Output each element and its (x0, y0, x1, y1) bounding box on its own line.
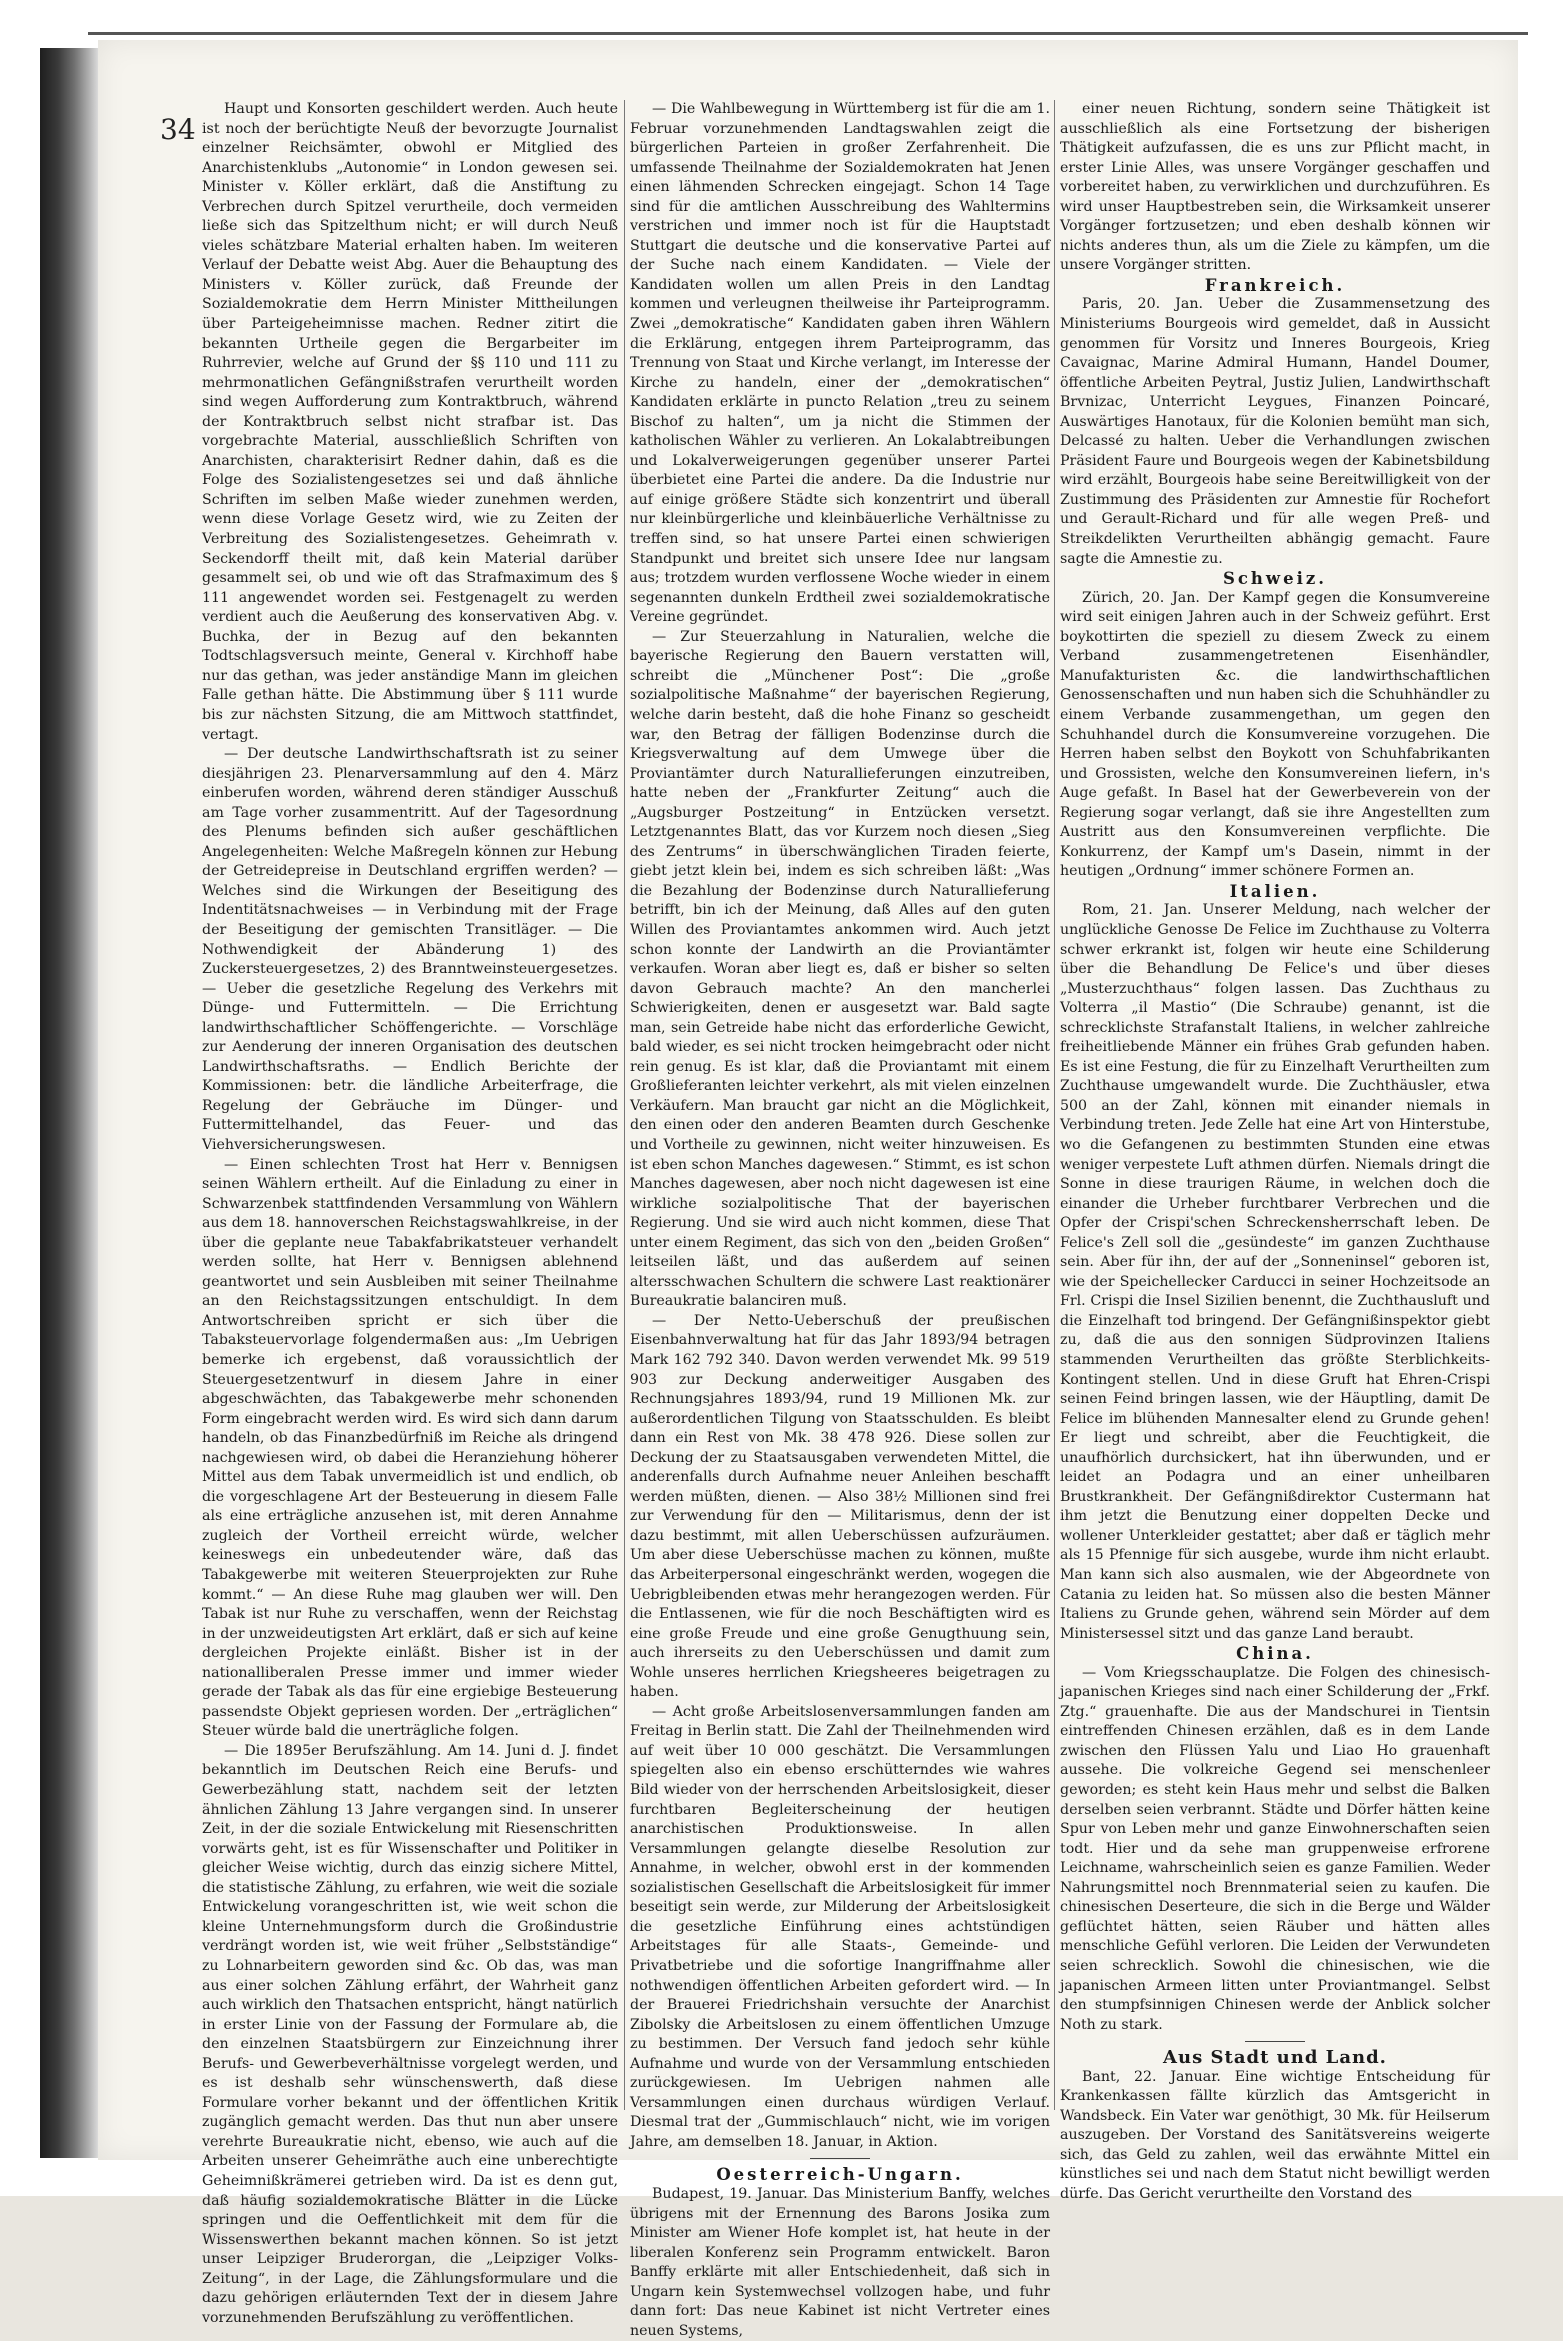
section-heading-italien: Italien. (1229, 881, 1321, 901)
frankreich-paragraph-1: Paris, 20. Jan. Ueber die Zusammensetzung des Ministeriums Bourgeois wird gemeldet, daß in Aussicht genommen für Vorsitz und Inneres Bourgeois, Krieg Cavaignac, Marine Admiral Humann, Handel Doumer, öffentliche Arbeiten Peytral, Justiz Julien, Landwirthschaft Brvnizac, Unterricht Leygues, Finanzen Poincaré, Auswärtiges Hanotaux, für die Kolonien bemüht man sich, Delcassé zu halten. Ueber die Verhandlungen zwischen Präsident Faure und Bourgeois wegen der Kabinetsbildung wird erzählt, Bourgeois habe seine Bereitwilligkeit von der Zustimmung des Präsidenten zur Amnestie für Rochefort und Gerault-Richard und für alle wegen Preß- und Streikdelikten Verurtheilten abhängig gemacht. Faure sagte die Amnestie zu. (1060, 296, 1490, 567)
col1-paragraph-3: — Einen schlechten Trost hat Herr v. Bennigsen seinen Wählern ertheilt. Auf die Einladung zu einer in Schwarzenbek stattfindenden Versammlung von Wählern aus dem 18. hannoverschen Reichstagswahlkreise, in der über die geplante neue Tabakfabrikatsteuer verhandelt werden sollte, hat Herr v. Bennigsen ablehnend geantwortet und sein Ausbleiben mit seiner Theilnahme an den Reichstagssitzungen entschuldigt. In dem Antwortschreiben spricht er sich über die Tabaksteuervorlage folgendermaßen aus: „Im Uebrigen bemerke ich ergebenst, daß voraussichtlich der Steuergesetzentwurf in diesem Jahre in einer abgeschwächten, das Tabakgewerbe mehr schonenden Form eingebracht werden wird. Es wird sich dann darum handeln, ob das Finanzbedürfniß im Reiche als dringend nachgewiesen wird, ob dabei die Heranziehung höherer Mittel aus dem Tabak unvermeidlich ist und endlich, ob die vorgeschlagene Art der Besteuerung in diesem Falle als eine erträgliche anzusehen ist, mit deren Annahme zugleich der Vortheil erreicht würde, welcher keineswegs ein unbedeutender wäre, daß das Tabakgewerbe mit weiteren Steuerprojekten zur Ruhe kommt.“ — An diese Ruhe mag glauben wer will. Den Tabak ist nur Ruhe zu verschaffen, wenn der Reichstag in der unzweideutigsten Art erklärt, daß er sich auf keine dergleichen Projekte einläßt. Bisher ist in der nationalliberalen Presse immer und immer wieder gerade der Tabak als das für eine ergiebige Besteuerung passendste Objekt gepriesen worden. Der „erträglichen“ Steuer würde bald die unerträgliche folgen. (202, 1156, 618, 1740)
section-divider (1245, 2041, 1305, 2042)
section-divider (810, 2158, 870, 2159)
page-number: 34 (160, 113, 196, 146)
column-divider-2 (1054, 100, 1055, 2110)
top-border-rule (88, 32, 1528, 35)
col3-paragraph-1: einer neuen Richtung, sondern seine Thätigkeit ist ausschließlich als eine Fortsetzung der bisherigen Thätigkeit aufzufassen, die es uns zur Pflicht macht, in erster Linie Alles, was unsere Vorgänger geschaffen und vorbereitet haben, zu verwirklichen und durchzuführen. Es wird unser Hauptbestreben sein, die Wirksamkeit unserer Vorgänger fortzusetzen; und eben deshalb können wir nichts anderes thun, als um die Ziele zu kämpfen, um die unsere Vorgänger stritten. (1060, 101, 1490, 274)
column-1 (202, 100, 618, 2326)
col2-paragraph-3: — Der Netto-Ueberschuß der preußischen Eisenbahnverwaltung hat für das Jahr 1893/94 betragen Mark 162 792 340. Davon werden verwendet Mk. 99 519 903 zur Deckung anderweitiger Ausgaben des Rechnungsjahres 1893/94, rund 19 Millionen Mk. zur außerordentlichen Tilgung von Staatsschulden. Es bleibt dann ein Rest von Mk. 38 478 926. Diese sollen zur Deckung der zu Staatsausgaben verwendeten Mittel, die anderenfalls durch Aufnahme neuer Anleihen beschafft werden müßten, dienen. — Also 38½ Millionen sind frei zur Verwendung für den — Militarismus, denn der ist dazu bestimmt, mit allen Ueberschüssen aufzuräumen. Um aber diese Ueberschüsse machen zu können, mußte das Arbeiterpersonal eingeschränkt werden, wogegen die Uebrigbleibenden etwas mehr herangezogen werden. Für die Entlassenen, wie für die noch Beschäftigten wird es eine große Freude und eine große Genugthuung sein, auch ihrerseits zu den Ueberschüssen und damit zum Wohle unseres herrlichen Kriegsheeres beigetragen zu haben. (630, 1312, 1050, 1701)
stadt-land-paragraph-1: Bant, 22. Januar. Eine wichtige Entscheidung für Krankenkassen fällte kürzlich das Amtsgericht in Wandsbeck. Ein Vater war genöthigt, 30 Mk. für Heilserum auszugeben. Der Vorstand des Sanitätsvereins weigerte sich, das Geld zu zahlen, weil das erwähnte Mittel ein künstliches sei und nach dem Statut nicht bewilligt werden dürfe. Das Gericht verurtheilte den Vorstand des (1060, 2068, 1490, 2202)
column-divider-1 (624, 100, 625, 2110)
china-paragraph-1: — Vom Kriegsschauplatze. Die Folgen des chinesisch-japanischen Krieges sind nach einer Schilderung der „Frkf. Ztg.“ grauenhafte. Die aus der Mandschurei in Tientsin eintreffenden Chinesen erzählen, daß es in dem Lande zwischen den Flüssen Yalu und Liao Ho grauenhaft aussehe. Die volkreiche Gegend sei menschenleer geworden; es steht kein Haus mehr und selbst die Balken derselben seien verbrannt. Städte und Dörfer hätten keine Spur von Leben mehr und ganze Einwohnerschaften seien todt. Hier und da sehe man gruppenweise erfrorene Leichname, wahrscheinlich seien es ganze Familien. Weder Nahrungsmittel noch Brennmaterial seien zu kaufen. Die chinesischen Deserteure, die sich in die Berge und Wälder geflüchtet hätten, seien Räuber und hätten alles menschliche Gefühl verloren. Die Leiden der Verwundeten seien schrecklich. Sowohl die chinesischen, wie die japanischen Armeen litten unter Proviantmangel. Selbst den stumpfsinnigen Chinesen werde der Anblick solcher Noth zu stark. (1060, 1664, 1490, 2033)
col2-paragraph-1: — Die Wahlbewegung in Württemberg ist für die am 1. Februar vorzunehmenden Landtagswahlen zeigt die bürgerlichen Parteien in großer Zerfahrenheit. Die umfassende Theilnahme der Sozialdemokraten hat Jenen einen lähmenden Schrecken eingejagt. Schon 14 Tage sind für die amtlichen Ausschreibung des Wahltermins verstrichen und immer noch ist für die Hauptstadt Stuttgart die deutsche und die konservative Partei auf der Suche nach einem Kandidaten. — Viele der Kandidaten wollen um allen Preis in den Landtag kommen und verleugnen theilweise ihr Parteiprogramm. Zwei „demokratische“ Kandidaten gaben ihren Wählern die Erklärung, entgegen ihrem Parteiprogramm, das Trennung von Staat und Kirche verlangt, im Interesse der Kirche zu handeln, einer der „demokratischen“ Kandidaten erklärte in puncto Relation „treu zu seinem Bischof zu halten“, um ja nicht die Stimmen der katholischen Wähler zu verlieren. An Lokalabtreibungen und Lokalverweigerungen gegenüber unserer Partei überbietet eine Partei die andere. Da die Industrie nur auf einige größere Städte sich konzentrirt und überall nur kleinbürgerliche und kleinbäuerliche Verhältnisse zu treffen sind, so hat unsere Partei einen schwierigen Standpunkt und breitet sich unsere Idee nur langsam aus; trotzdem wurden verflossene Woche wieder in einem segenannten dunkeln Erdtheil zwei sozialdemokratische Vereine gegründet. (630, 101, 1050, 626)
col1-paragraph-2: — Der deutsche Landwirthschaftsrath ist zu seiner diesjährigen 23. Plenarversammlung auf den 4. März einberufen worden, während deren ständiger Ausschuß am Tage vorher zusammentritt. Auf der Tagesordnung des Plenums befinden sich außer geschäftlichen Angelegenheiten: Welche Maßregeln können zur Hebung der Getreidepreise in Deutschland ergriffen werden? — Welches sind die Wirkungen der Beseitigung des Indentitätsnachweises — in Verbindung mit der Frage der Beseitigung der gemischten Transitläger. — Die Nothwendigkeit der Abänderung 1) des Zuckersteuergesetzes, 2) des Branntweinsteuergesetzes. — Ueber die gesetzliche Regelung des Verkehrs mit Dünge- und Futtermitteln. — Die Errichtung landwirthschaftlicher Schöffengerichte. — Vorschläge zur Aenderung der inneren Organisation des deutschen Landwirthschaftsraths. — Endlich Berichte der Kommissionen: betr. die ländliche Arbeiterfrage, die Regelung der Gebräuche im Dünger- und Futtermittelhandel, das Feuer- und das Viehversicherungswesen. (202, 746, 618, 1153)
section-heading-oesterreich: Oesterreich-Ungarn. (716, 2165, 964, 2185)
col1-paragraph-4: — Die 1895er Berufszählung. Am 14. Juni d. J. findet bekanntlich im Deutschen Reich eine Berufs- und Gewerbezählung statt, nachdem seit der letzten ähnlichen Zählung 13 Jahre vergangen sind. In unserer Zeit, in der die soziale Entwickelung mit Riesenschritten vorwärts geht, ist es für Wissenschafter und Politiker in gleicher Weise wichtig, durch das einzig sichere Mittel, die statistische Zählung, zu erfahren, wie weit die soziale Entwickelung vorangeschritten ist, wie weit schon die kleine Unternehmungsform durch die Großindustrie verdrängt worden ist, wie weit früher „Selbstständige“ zu Lohnarbeitern geworden sind &c. Ob das, was man aus einer solchen Zählung erfährt, der Wahrheit ganz auch wirklich den Thatsachen entspricht, hängt natürlich in erster Linie von der Fassung der Formulare ab, die den einzelnen Staatsbürgern zur Einzeichnung ihrer Berufs- und Gewerbeverhältnisse vorgelegt werden, und es ist deshalb sehr wünschenswerth, daß diese Formulare vorher bekannt und der öffentlichen Kritik zugänglich gemacht werden. Das thut nun aber unsere verehrte Bureaukratie nicht, ebenso, wie auch auf die Arbeiten unserer Geheimräthe auch eine unberechtigte Geheimnißkrämerei getrieben wird. Da ist es denn gut, daß häufig sozialdemokratische Blätter in die Lücke springen und die Oeffentlichkeit mit dem für die Wissenswerthen bekannt machen können. So ist jetzt unser Leipziger Bruderorgan, die „Leipziger Volks-Zeitung“, in der Lage, die Zählungsformulare und die dazu gehörigen erläuternden Text der in diesem Jahre vorzunehmenden Berufszählung zu veröffentlichen. (202, 1742, 618, 2326)
schweiz-paragraph-1: Zürich, 20. Jan. Der Kampf gegen die Konsumvereine wird seit einigen Jahren auch in der Schweiz geführt. Erst boykottirten die speziell zu diesem Zweck zu einem Verband zusammengetretenen Eisenhändler, Manufakturisten &c. die landwirthschaftlichen Genossenschaften und nun haben sich die Schuhhändler zu einem Verbande zusammengethan, um gegen den Schuhhandel durch die Konsumvereine vorzugehen. Die Herren haben selbst den Boykott von Schuhfabrikanten und Grossisten, welche den Konsumvereinen liefern, in's Auge gefaßt. In Basel hat der Gewerbeverein von der Regierung sogar verlangt, daß sie ihre Angestellten zum Austritt aus den Konsumvereinen verpflichte. Die Konkurrenz, der Kampf um's Dasein, nimmt in der heutigen „Ordnung“ immer schönere Formen an. (1060, 589, 1490, 880)
italien-paragraph-1: Rom, 21. Jan. Unserer Meldung, nach welcher der unglückliche Genosse De Felice im Zuchthause zu Volterra schwer erkrankt ist, folgen wir heute eine Schilderung über die Behandlung De Felice's und über dieses „Musterzuchthaus“ folgen lassen. Das Zuchthaus zu Volterra „il Mastio“ (Die Schraube) genannt, ist die schrecklichste Strafanstalt Italiens, in welcher zahlreiche freiheitliebende Männer ein frühes Grab gefunden haben. Es ist eine Festung, die für zu Einzelhaft Verurtheilten zum Zuchthause umgewandelt wurde. Die Zuchthäusler, etwa 500 an der Zahl, können mit einander niemals in Verbindung treten. Jede Zelle hat eine Art von Hinterstube, wo die Gefangenen zu bestimmten Stunden eine etwas weniger verpestete Luft athmen dürfen. Niemals dringt die Sonne in diese traurigen Räume, in welchen doch die einander die Urheber furchtbarer Verbrechen und die Opfer der Crispi'schen Schreckensherrschaft leben. De Felice's Zell soll die „gesündeste“ im ganzen Zuchthause sein. Aber für ihn, der auf der „Sonneninsel“ geboren ist, wie der Speichellecker Carducci in seiner Hochzeitsode an Frl. Crispi die Insel Sizilien benennt, die Zuchthausluft und die Einzelhaft tod bringend. Der Gefängnißinspektor giebt zu, daß die aus den sonnigen Südprovinzen Italiens stammenden Verurtheilten das größte Sterblichkeits-Kontingent stellen. Und in diese Gruft hat Ehren-Crispi seinen Feind bringen lassen, wie der Häuptling, damit De Felice im blühenden Mannesalter elend zu Grunde gehen! Er liegt und schreibt, aber die Feuchtigkeit, die unaufhörlich durchsickert, hat ihn überwunden, und er leidet an Podagra und an einer unheilbaren Brustkrankheit. Der Gefängnißdirektor Custermann hat ihm jetzt die Benutzung einer doppelten Decke und wollener Unterkleider gestattet; aber daß er täglich mehr als 15 Pfennige für sich ausgebe, wurde ihm nicht erlaubt. Man kann sich also ausmalen, wie der Abgeordnete von Catania zu leiden hat. So müssen also die besten Männer Italiens zu Grunde gehen, während sein Mörder auf dem Ministersessel sitzt und das ganze Land beraubt. (1060, 902, 1490, 1642)
section-heading-frankreich: Frankreich. (1204, 275, 1346, 295)
column-2 (630, 100, 1050, 2339)
col2-paragraph-2: — Zur Steuerzahlung in Naturalien, welche die bayerische Regierung den Bauern verstatten will, schreibt die „Münchener Post“: Die „große sozialpolitische Maßnahme“ der bayerischen Regierung, welche darin besteht, daß die hohe Finanz so gescheidt war, den Betrag der fälligen Bodenzinse durch die Kriegsverwaltung auf dem Umwege über die Proviantämter durch Naturallieferungen einzutreiben, hatte neben der „Frankfurter Zeitung“ auch die „Augsburger Postzeitung“ in Entzücken versetzt. Letztgenanntes Blatt, das vor Kurzem noch diesen „Sieg des Zentrums“ in überschwänglichen Tiraden feierte, giebt jetzt klein bei, indem es sich schreiben läßt: „Was die Bezahlung der Bodenzinse durch Naturallieferung betrifft, bin ich der Meinung, daß Alles auf den guten Willen des Proviantamtes ankommen wird. Auch jetzt schon konnte der Landwirth an die Proviantämter verkaufen. Woran aber liegt es, daß er bisher so selten davon Gebrauch machte? An den mancherlei Schwierigkeiten, denen er ausgesetzt war. Bald sagte man, sein Getreide habe nicht das erforderliche Gewicht, bald wieder, es sei nicht trocken heimgebracht oder nicht rein genug. Es ist klar, daß die Proviantamt mit einem Großlieferanten leichter verkehrt, als mit vielen einzelnen Verkäufern. Man braucht gar nicht an die Möglichkeit, den einen oder den anderen Beamten durch Geschenke und Vortheile zu gewinnen, nicht weiter hinzuweisen. Es ist eben schon Manches dagewesen.“ Stimmt, es ist schon Manches dagewesen, aber noch nicht dagewesen ist eine wirkliche sozialpolitische That der bayerischen Regierung. Und sie wird auch nicht kommen, diese That unter einem Regiment, das sich von den „beiden Großen“ leitseilen läßt, und das außerdem auf seinen altersschwachen Schultern die schwere Last reaktionärer Bureaukratie balanciren muß. (630, 628, 1050, 1310)
section-heading-china: China. (1236, 1644, 1314, 1664)
col1-paragraph-1: Haupt und Konsorten geschildert werden. Auch heute ist noch der berüchtigte Neuß der bevorzugte Journalist einzelner Reichsämter, obwohl er Mitglied des Anarchistenklubs „Autonomie“ in London gewesen sei. Minister v. Köller erklärt, daß die Anstiftung zu Verbrechen durch Spitzel verurtheile, doch vermeiden ließe sich das Spitzelthum nicht; er will durch Neuß vieles schätzbare Material erhalten haben. Im weiteren Verlauf der Debatte weist Abg. Auer die Behauptung des Ministers v. Köller zurück, daß Freunde der Sozialdemokratie dem Herrn Minister Mittheilungen über Parteigeheimnisse machen. Redner zitirt die bekannten Urtheile gegen die Bergarbeiter im Ruhrrevier, welche auf Grund der §§ 110 und 111 zu mehrmonatlichen Gefängnißstrafen verurtheilt worden sind wegen Aufforderung zum Kontraktbruch, während der Kontraktbruch selbst nicht strafbar ist. Das vorgebrachte Material, ausschließlich Schriften von Anarchisten, charakterisirt Redner dahin, daß es die Folge des Sozialistengesetzes sei und daß ähnliche Schriften im selben Maße wieder zunehmen werden, wenn diese Vorlage Gesetz wird, wie zu Zeiten der Verbreitung des Sozialistengesetzes. Geheimrath v. Seckendorff theilt mit, daß kein Material darüber gesammelt sei, ob und wie oft das Strafmaximum des § 111 angewendet worden sei. Festgenagelt zu werden verdient auch die Aeußerung des konservativen Abg. v. Buchka, der in Bezug auf den bekannten Todtschlagsversuch meinte, General v. Kirchhoff habe nur das gethan, was jeder anständige Mann im gleichen Falle gethan hätte. Die Abstimmung über § 111 wurde bis zur nächsten Sitzung, die am Mittwoch stattfindet, vertagt. (202, 101, 618, 743)
section-heading-aus-stadt-und-land: Aus Stadt und Land. (1163, 2047, 1387, 2069)
section-heading-schweiz: Schweiz. (1222, 569, 1328, 589)
book-binding-edge (40, 48, 98, 2158)
col2-section-paragraph-1: Budapest, 19. Januar. Das Ministerium Banffy, welches übrigens mit der Ernennung des Barons Josika zum Minister am Wiener Hofe komplet ist, hat heute in der liberalen Konferenz sein Programm entwickelt. Baron Banffy erklärte mit aller Entschiedenheit, daß sich in Ungarn kein Systemwechsel vollzogen habe, und fuhr dann fort: Das neue Kabinet ist nicht Vertreter eines neuen Systems, (630, 2185, 1050, 2339)
column-3 (1060, 100, 1490, 2202)
col2-paragraph-4: — Acht große Arbeitslosenversammlungen fanden am Freitag in Berlin statt. Die Zahl der Theilnehmenden wird auf weit über 10 000 geschätzt. Die Versammlungen spiegelten also ein ebenso erschütterndes wie wahres Bild wieder von der herrschenden Arbeitslosigkeit, dieser furchtbaren Begleiterscheinung der heutigen anarchistischen Produktionsweise. In allen Versammlungen gelangte dieselbe Resolution zur Annahme, in welcher, obwohl erst in der kommenden sozialistischen Gesellschaft die Arbeitslosigkeit für immer beseitigt sein werde, zur Milderung der Arbeitslosigkeit die gesetzliche Einführung eines achtstündigen Arbeitstages für alle Staats-, Gemeinde- und Privatbetriebe und die sofortige Inangriffnahme aller nothwendigen öffentlichen Arbeiten gefordert wird. — In der Brauerei Friedrichshain versuchte der Anarchist Zibolsky die Arbeitslosen zu einem öffentlichen Umzuge zu bestimmen. Der Versuch fand jedoch sehr kühle Aufnahme und wurde von der Versammlung entschieden zurückgewiesen. Im Uebrigen nahmen alle Versammlungen einen durchaus würdigen Verlauf. Diesmal trat der „Gummischlauch“ nicht, wie im vorigen Jahre, am demselben 18. Januar, in Aktion. (630, 1703, 1050, 2150)
